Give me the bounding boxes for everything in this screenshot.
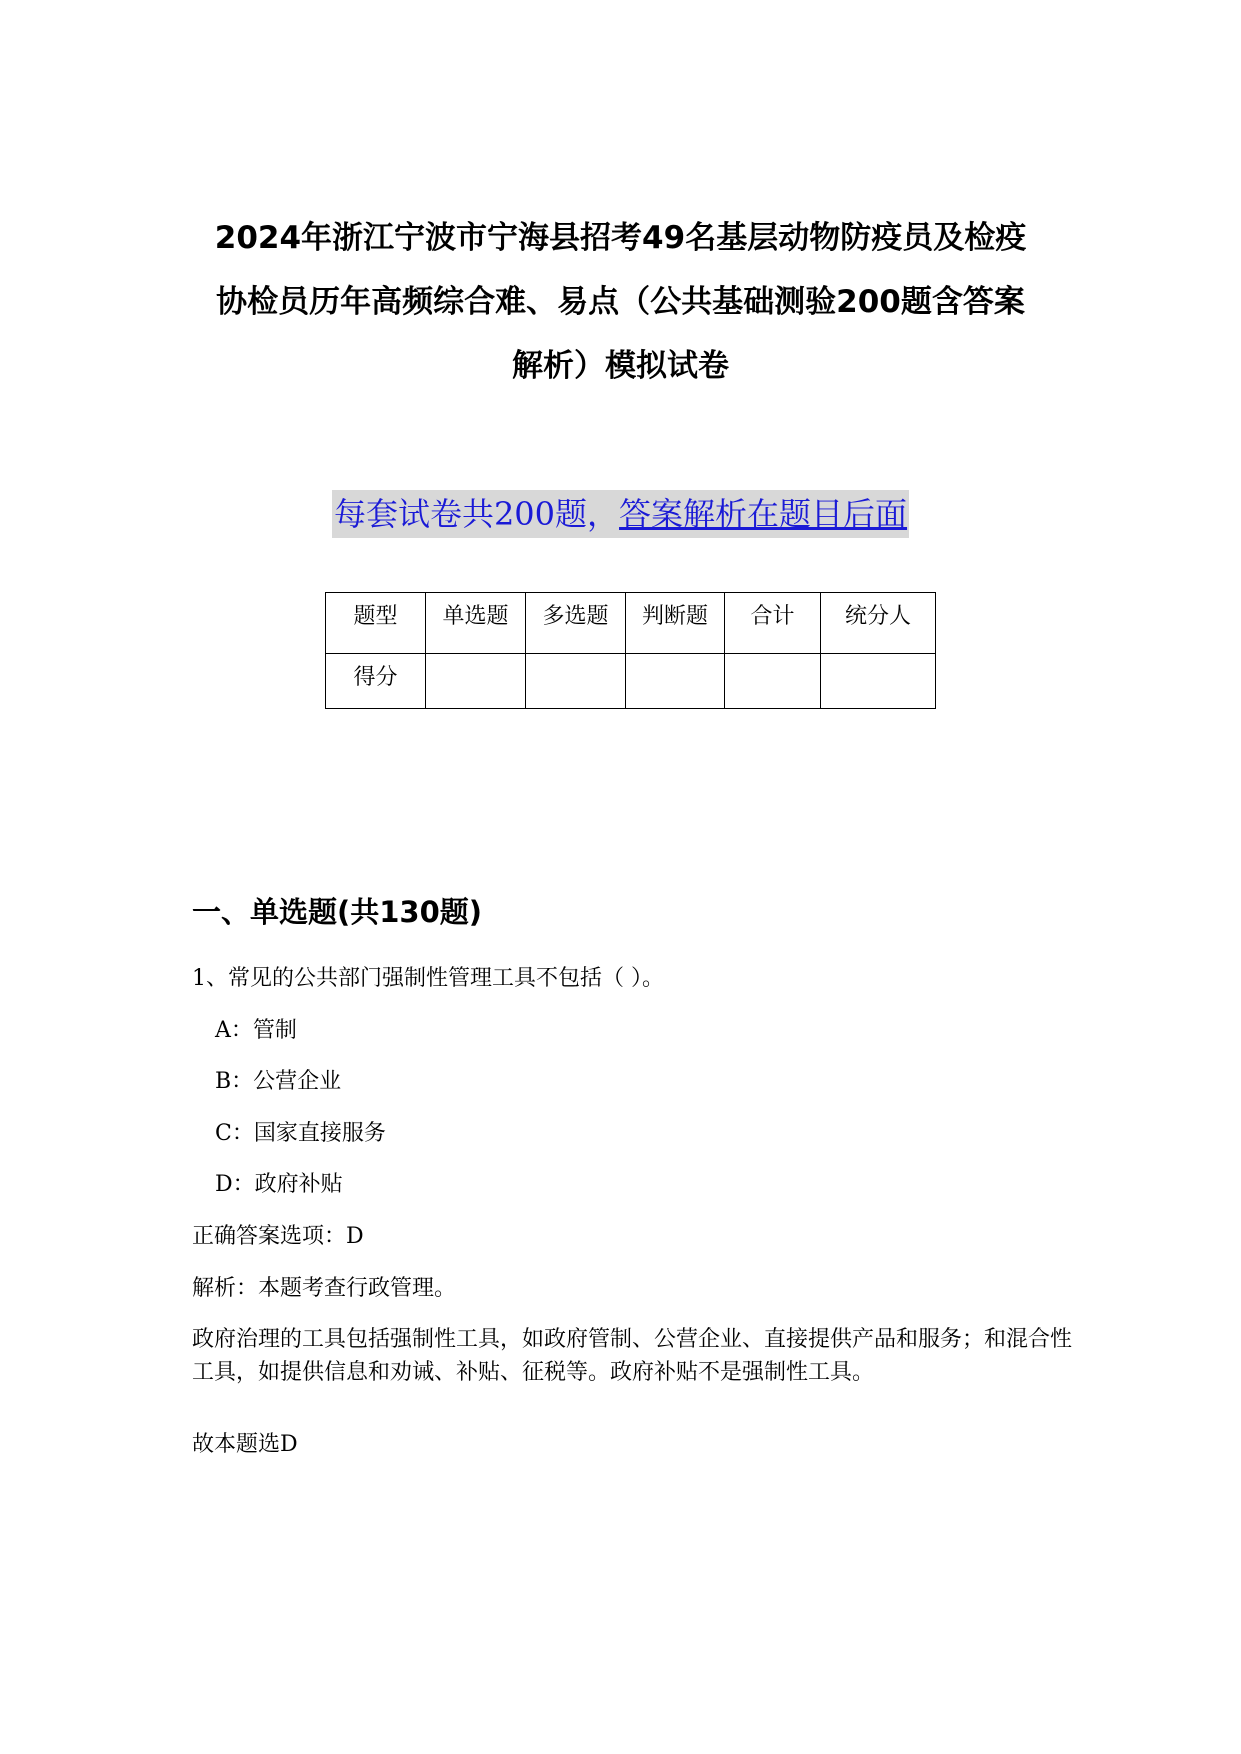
header-cell-total: 合计 bbox=[725, 593, 821, 654]
score-cell-multi[interactable] bbox=[526, 654, 626, 709]
header-cell-multi: 多选题 bbox=[526, 593, 626, 654]
analysis-line: 解析：本题考查行政管理。 bbox=[192, 1276, 457, 1301]
title-line-3: 解析）模拟试卷 bbox=[512, 348, 729, 384]
score-cell-single[interactable] bbox=[426, 654, 526, 709]
header-cell-type: 题型 bbox=[326, 593, 426, 654]
conclusion-line: 故本题选D bbox=[192, 1432, 298, 1457]
score-cell-scorer[interactable] bbox=[821, 654, 936, 709]
header-cell-scorer: 统分人 bbox=[821, 593, 936, 654]
section-title: 一、单选题(共130题) bbox=[192, 895, 483, 929]
option-a: A：管制 bbox=[215, 1018, 297, 1043]
score-row-label: 得分 bbox=[326, 654, 426, 709]
banner-text: 每套试卷共200题， bbox=[333, 495, 620, 533]
answer-line: 正确答案选项：D bbox=[192, 1224, 364, 1249]
option-c: C：国家直接服务 bbox=[215, 1121, 386, 1146]
score-table bbox=[325, 592, 936, 709]
score-table-header-row bbox=[326, 593, 936, 654]
banner-link[interactable]: 答案解析在题目后面 bbox=[619, 495, 908, 533]
banner-highlight bbox=[332, 490, 909, 538]
explanation-paragraph: 政府治理的工具包括强制性工具，如政府管制、公营企业、直接提供产品和服务；和混合性工具，如提供信息和劝诫、补贴、征税等。政府补贴不是强制性工具。 bbox=[192, 1327, 1073, 1385]
question-stem: 1、常见的公共部门强制性管理工具不包括（ ）。 bbox=[192, 966, 664, 991]
option-d: D：政府补贴 bbox=[215, 1172, 343, 1197]
score-cell-total[interactable] bbox=[725, 654, 821, 709]
header-cell-single: 单选题 bbox=[426, 593, 526, 654]
score-cell-judge[interactable] bbox=[626, 654, 725, 709]
header-cell-judge: 判断题 bbox=[626, 593, 725, 654]
score-table-score-row bbox=[326, 654, 936, 709]
title-line-2: 协检员历年高频综合难、易点（公共基础测验200题含答案 bbox=[216, 284, 1025, 320]
option-b: B：公营企业 bbox=[215, 1069, 342, 1094]
exam-banner bbox=[0, 490, 1241, 538]
document-title bbox=[180, 206, 1061, 398]
title-line-1: 2024年浙江宁波市宁海县招考49名基层动物防疫员及检疫 bbox=[214, 220, 1027, 256]
